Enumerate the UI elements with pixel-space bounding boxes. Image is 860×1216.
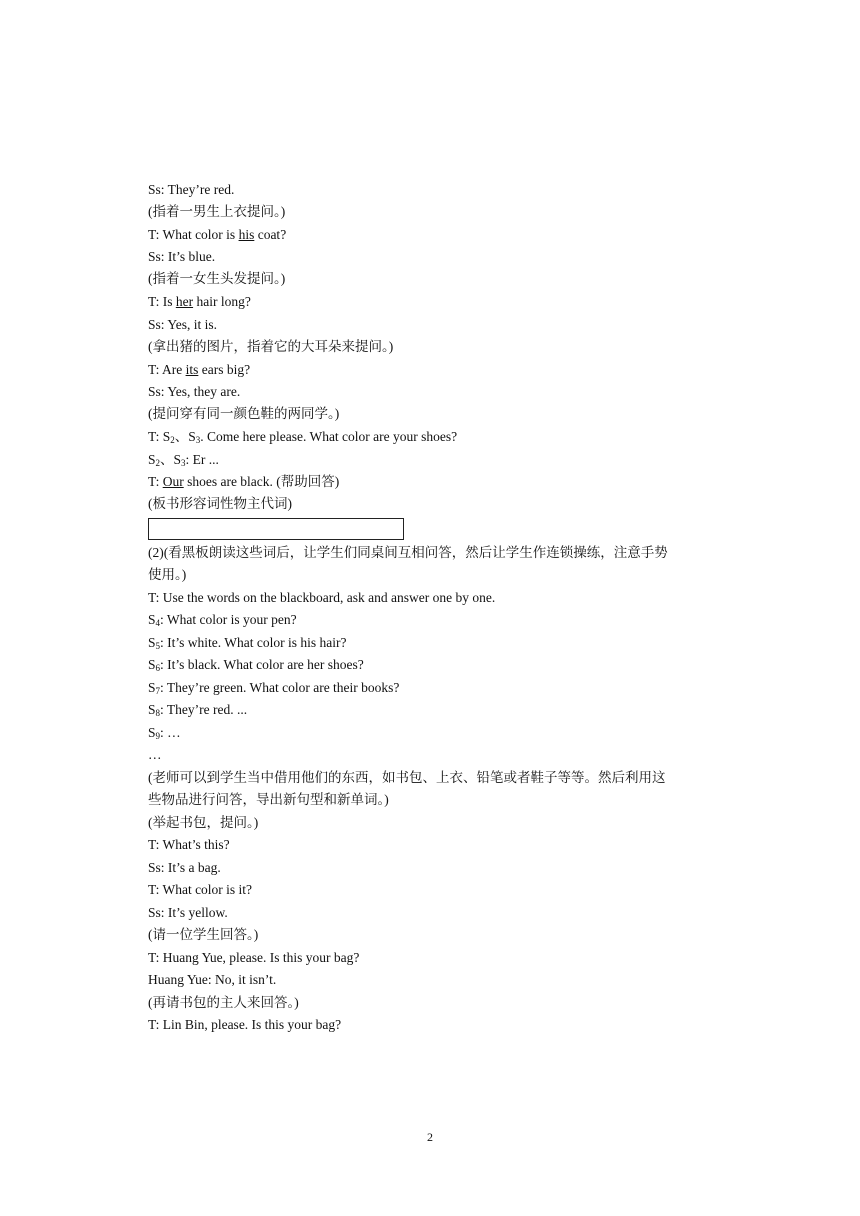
instruction-line: (2)(看黑板朗读这些词后，让学生们同桌间互相问答，然后让学生作连锁操练，注意手势	[148, 545, 668, 560]
instruction-line: (提问穿有同一颜色鞋的两同学。)	[148, 406, 340, 421]
ellipsis-line: …	[148, 747, 162, 762]
dialogue-line: Ss: It’s a bag.	[148, 860, 221, 875]
dialogue-line: T: What’s this?	[148, 837, 230, 852]
dialogue-line: $S_8$: They’re red. ...	[148, 702, 248, 718]
dialogue-line: Ss: They’re red.	[148, 182, 235, 197]
instruction-line: 使用。)	[148, 567, 187, 582]
instruction-line: (指着一女生头发提问。)	[148, 271, 286, 286]
page-number: 2	[427, 1130, 433, 1144]
dialogue-line: Huang Yue: No, it isn’t.	[148, 972, 277, 987]
dialogue-line: $S_2$、$S_3$: Er ...	[148, 452, 219, 468]
dialogue-line: T: Our shoes are black. (帮助回答)	[148, 474, 340, 489]
instruction-line: (指着一男生上衣提问。)	[148, 204, 286, 219]
dialogue-line: T: Huang Yue, please. Is this your bag?	[148, 950, 360, 965]
dialogue-line: $S_6$: It’s black. What color are her shoes?	[148, 657, 364, 673]
dialogue-line: T: What color is his coat?	[148, 227, 287, 242]
instruction-line: (板书形容词性物主代词)	[148, 496, 292, 511]
underlined-word: his	[238, 227, 255, 242]
dialogue-line: Ss: It’s yellow.	[148, 905, 228, 920]
instruction-line: (老师可以到学生当中借用他们的东西，如书包、上衣、铅笔或者鞋子等等。然后利用这	[148, 770, 666, 785]
dialogue-line: T: Is her hair long?	[148, 294, 251, 309]
dialogue-line: $S_4$: What color is your pen?	[148, 612, 297, 628]
instruction-line: (请一位学生回答。)	[148, 927, 259, 942]
dialogue-line: Ss: Yes, they are.	[148, 384, 241, 399]
instruction-line: (拿出猪的图片，指着它的大耳朵来提问。)	[148, 339, 394, 354]
instruction-line: (再请书包的主人来回答。)	[148, 995, 299, 1010]
instruction-line: 些物品进行问答，导出新句型和新单词。)	[148, 792, 389, 807]
dialogue-line: T: Are its ears big?	[148, 362, 251, 377]
dialogue-line: $S_7$: They’re green. What color are their books?	[148, 680, 400, 696]
dialogue-line: T: What color is it?	[148, 882, 253, 897]
blackboard-word-box	[148, 518, 404, 540]
dialogue-line: T: Use the words on the blackboard, ask and answer one by one.	[148, 590, 496, 605]
dialogue-line: Ss: Yes, it is.	[148, 317, 218, 332]
dialogue-line: $S_9$: …	[148, 725, 181, 741]
dialogue-line: T: Lin Bin, please. Is this your bag?	[148, 1017, 342, 1032]
dialogue-line: T: $S_2$、$S_3$. Come here please. What color are your shoes?	[148, 429, 458, 445]
dialogue-line: Ss: It’s blue.	[148, 249, 216, 264]
underlined-word: Our	[162, 474, 184, 489]
underlined-word: its	[185, 362, 199, 377]
instruction-line: (举起书包，提问。)	[148, 815, 259, 830]
underlined-word: her	[175, 294, 194, 309]
dialogue-line: $S_5$: It’s white. What color is his hair?	[148, 635, 347, 651]
